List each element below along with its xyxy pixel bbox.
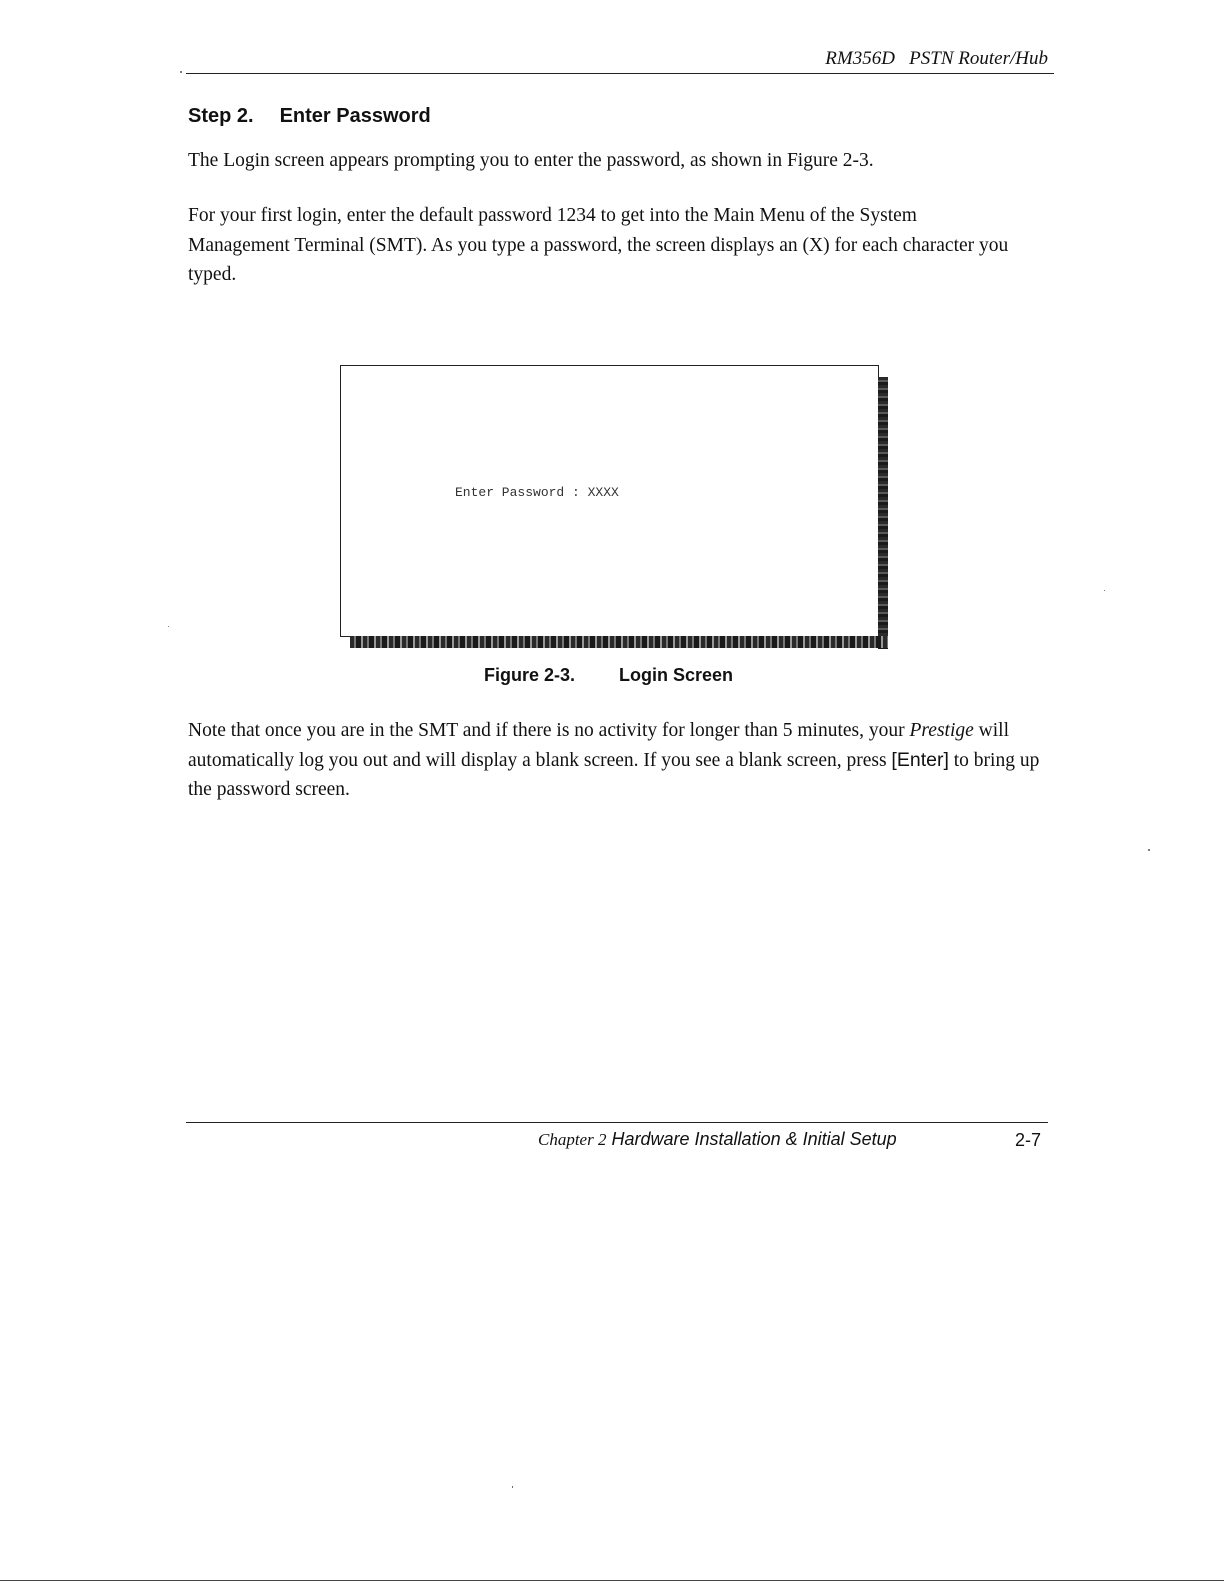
scan-speck bbox=[180, 71, 182, 73]
header-rule bbox=[186, 73, 1054, 74]
step-number: Step 2. bbox=[188, 105, 254, 127]
figure-label: Figure 2-3. bbox=[484, 665, 576, 685]
prestige-product-name: Prestige bbox=[909, 720, 974, 741]
scan-speck bbox=[1148, 849, 1150, 851]
note-paragraph bbox=[188, 716, 1050, 805]
terminal-shadow-bottom bbox=[350, 636, 888, 648]
step-heading bbox=[188, 105, 431, 128]
note-text-2: will automatically log you out and will display a blank screen. If you see a blank screen, press bbox=[188, 720, 1009, 771]
first-login-paragraph: For your first login, enter the default password 1234 to get into the Main Menu of the System Management Terminal (SMT). As you type a password, the screen displays an (X) for each character you typed. bbox=[188, 205, 1009, 285]
step-title: Enter Password bbox=[279, 105, 431, 127]
footer-chapter bbox=[538, 1129, 897, 1150]
page-number: 2-7 bbox=[1015, 1130, 1042, 1150]
terminal-shadow-right bbox=[878, 377, 888, 649]
password-prompt: Enter Password : XXXX bbox=[455, 485, 619, 500]
note-text-3: to bring up the password screen. bbox=[188, 749, 1040, 800]
note-text-1: Note that once you are in the SMT and if there is no activity for longer than 5 minutes, your bbox=[188, 720, 910, 741]
scan-bottom-edge bbox=[0, 1580, 1224, 1581]
scan-speck bbox=[168, 626, 169, 627]
figure-title: Login Screen bbox=[619, 665, 734, 685]
intro-paragraph: The Login screen appears prompting you to enter the password, as shown in Figure 2-3. bbox=[188, 150, 874, 171]
footer-rule bbox=[186, 1122, 1048, 1123]
figure-caption bbox=[484, 665, 733, 686]
running-header: RM356D PSTN Router/Hub bbox=[825, 48, 1048, 69]
enter-key-label: [Enter] bbox=[891, 748, 949, 771]
terminal-screen bbox=[340, 365, 879, 637]
footer-chapter-title: Hardware Installation & Initial Setup bbox=[611, 1129, 897, 1149]
scan-speck bbox=[1104, 590, 1105, 591]
scan-speck bbox=[512, 1486, 513, 1488]
footer-chapter-word: Chapter 2 bbox=[538, 1130, 607, 1149]
